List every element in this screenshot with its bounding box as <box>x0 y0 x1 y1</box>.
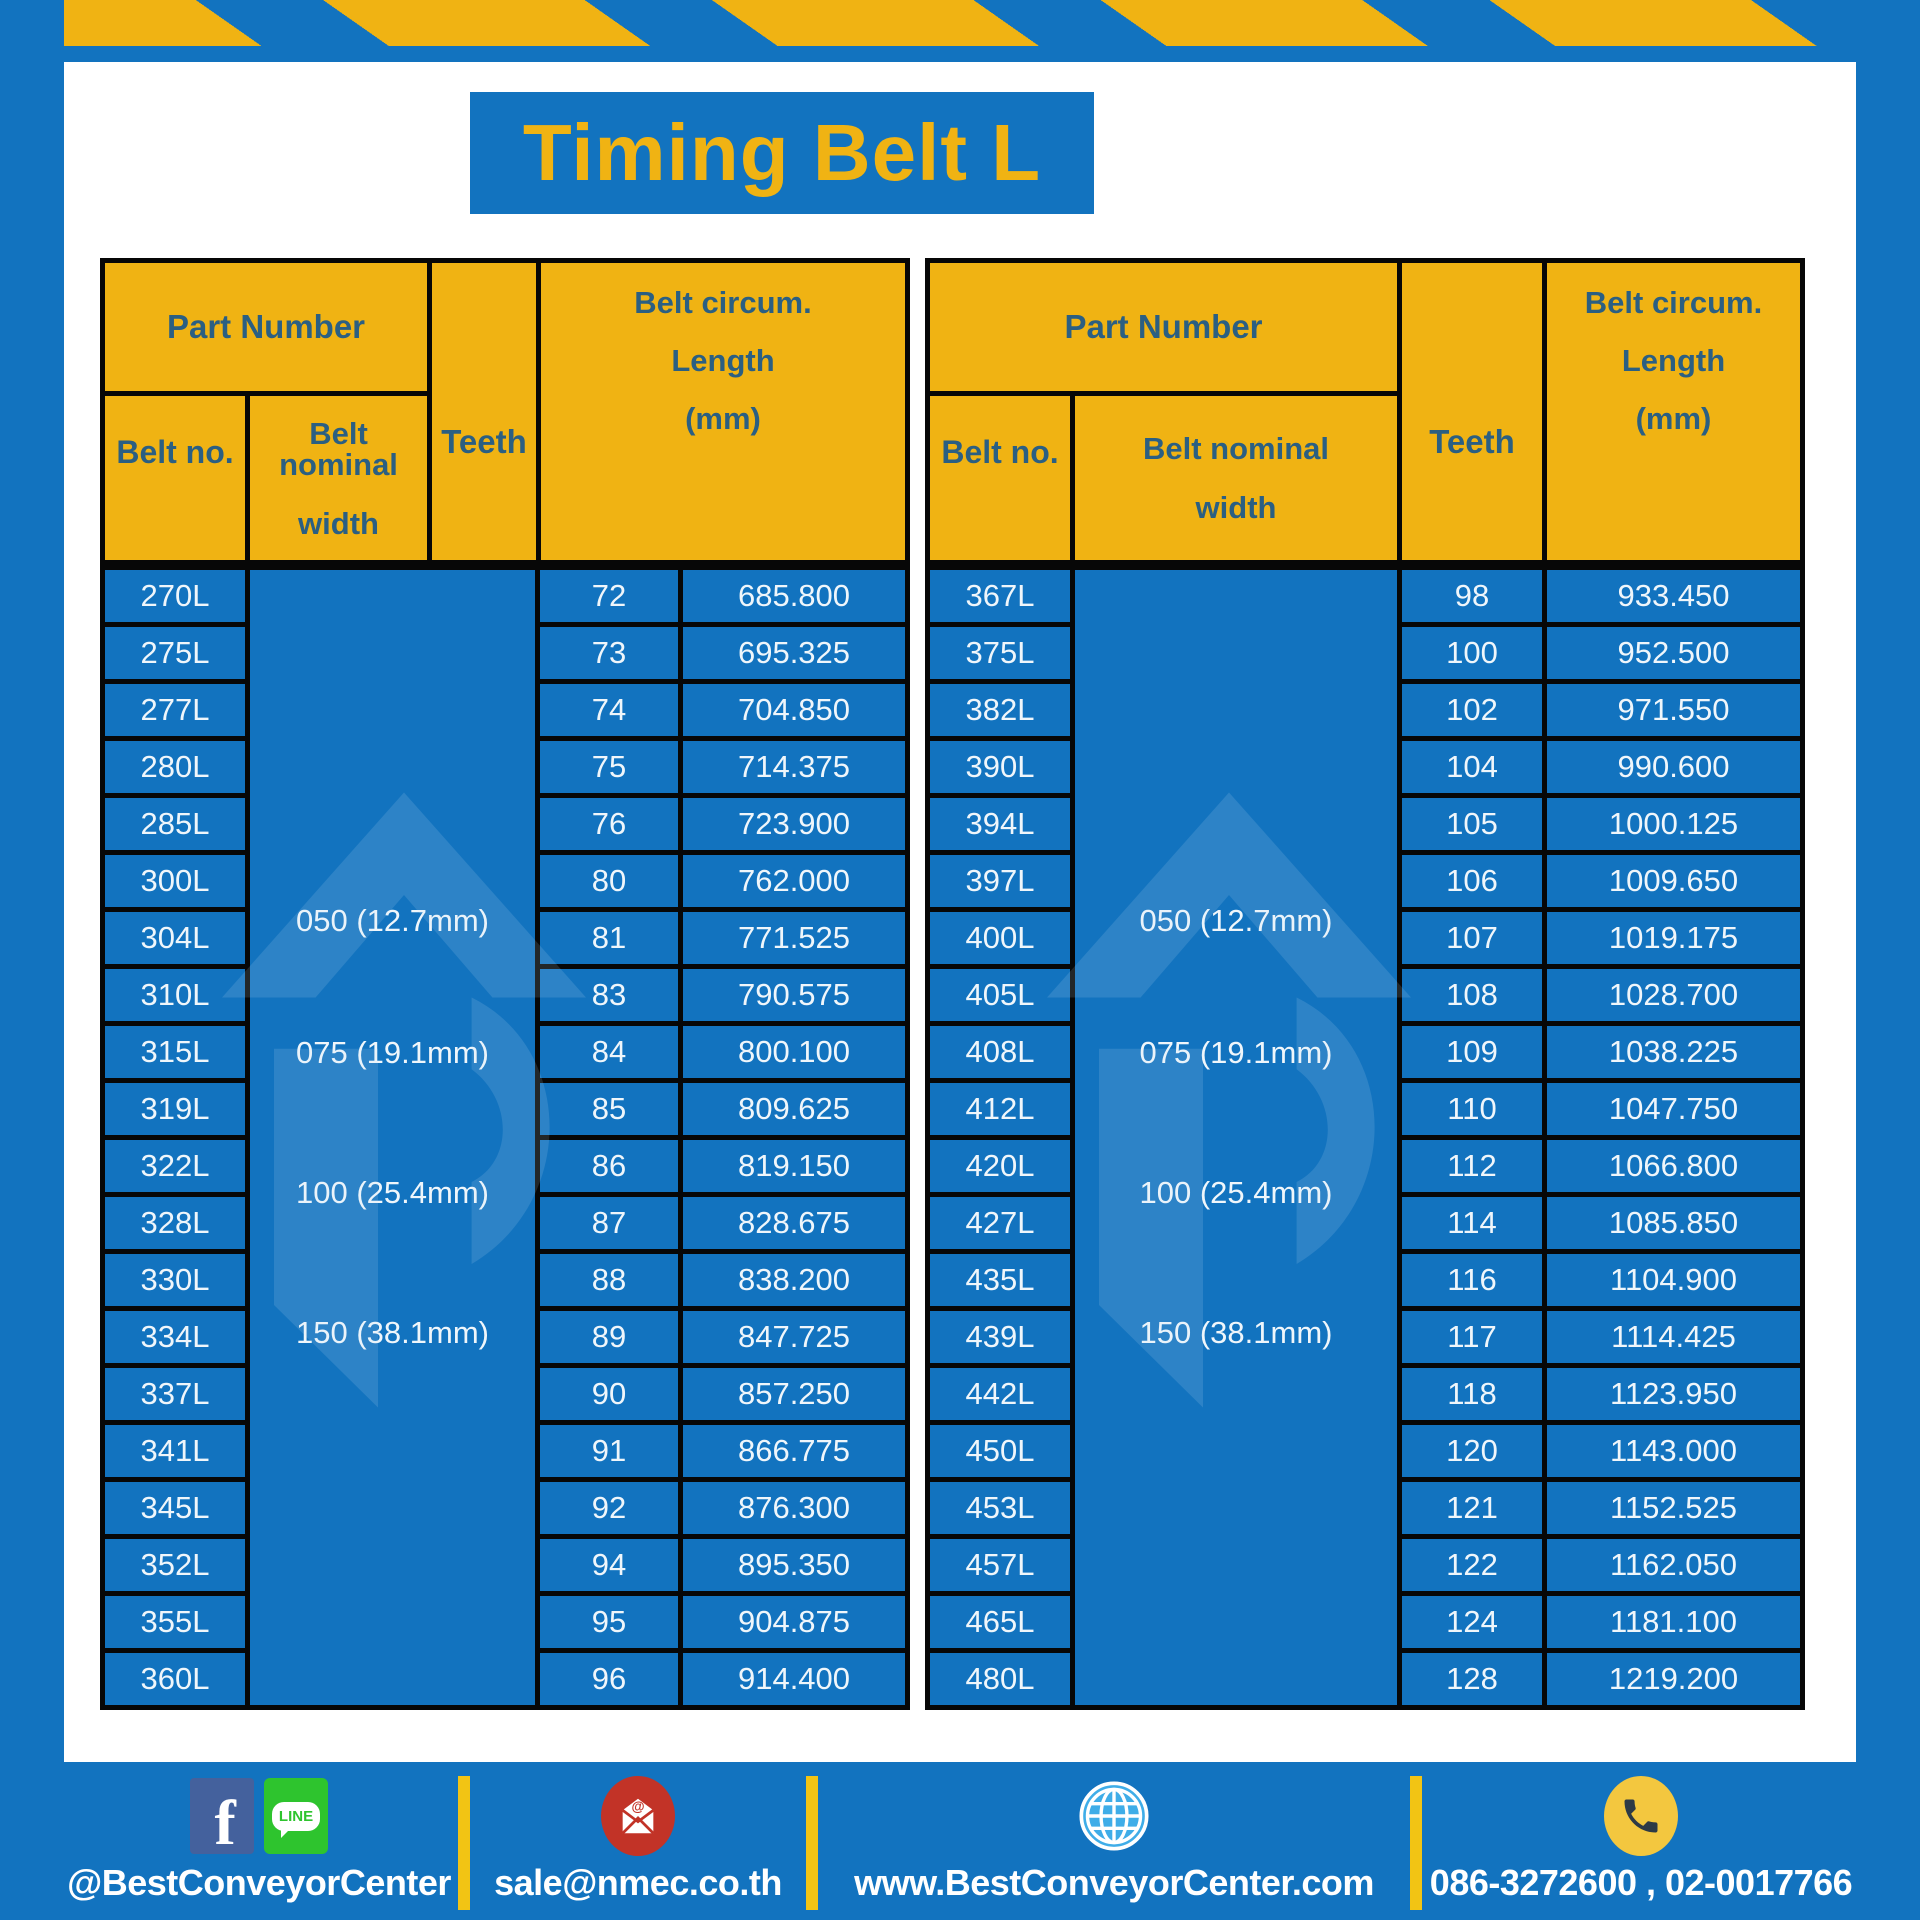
footer-phone-section <box>1422 1762 1860 1920</box>
teeth-cell: 87 <box>540 1197 678 1249</box>
belt-no-cell: 450L <box>930 1425 1070 1477</box>
length-cell: 790.575 <box>683 969 905 1021</box>
belt-no-cell: 275L <box>105 627 245 679</box>
belt-width-group-label: 100 (25.4mm) <box>1139 1175 1333 1210</box>
teeth-cell: 74 <box>540 684 678 736</box>
header-teeth: Teeth <box>432 263 536 560</box>
belt-width-group-label: 075 (19.1mm) <box>296 1035 489 1070</box>
belt-no-cell: 310L <box>105 969 245 1021</box>
belt-no-cell: 322L <box>105 1140 245 1192</box>
belt-no-cell: 285L <box>105 798 245 850</box>
belt-width-group-label: 050 (12.7mm) <box>1139 903 1333 938</box>
belt-no-cell: 400L <box>930 912 1070 964</box>
teeth-cell: 121 <box>1402 1482 1542 1534</box>
length-cell: 819.150 <box>683 1140 905 1192</box>
length-cell: 838.200 <box>683 1254 905 1306</box>
length-cell: 1143.000 <box>1547 1425 1800 1477</box>
belt-no-cell: 442L <box>930 1368 1070 1420</box>
globe-icon[interactable] <box>1077 1776 1151 1856</box>
length-cell: 990.600 <box>1547 741 1800 793</box>
timing-belt-table-left <box>100 258 910 1710</box>
teeth-cell: 118 <box>1402 1368 1542 1420</box>
length-cell: 1219.200 <box>1547 1653 1800 1705</box>
length-cell: 914.400 <box>683 1653 905 1705</box>
length-cell: 1028.700 <box>1547 969 1800 1021</box>
facebook-icon[interactable]: f <box>190 1778 254 1854</box>
length-cell: 1181.100 <box>1547 1596 1800 1648</box>
belt-no-cell: 367L <box>930 570 1070 622</box>
belt-no-cell: 480L <box>930 1653 1070 1705</box>
footer-email-section <box>470 1762 806 1920</box>
table-header <box>925 258 1805 565</box>
page-title: Timing Belt L <box>522 108 1042 197</box>
table-header <box>100 258 910 565</box>
belt-no-cell: 337L <box>105 1368 245 1420</box>
belt-width-group-label: 150 (38.1mm) <box>1139 1315 1333 1350</box>
teeth-cell: 92 <box>540 1482 678 1534</box>
header-belt-circum-length: Belt circum. Length (mm) <box>541 263 905 560</box>
belt-nominal-width-merged-cell <box>250 570 535 1705</box>
length-cell: 800.100 <box>683 1026 905 1078</box>
belt-no-cell: 390L <box>930 741 1070 793</box>
footer-divider <box>806 1776 818 1910</box>
line-bubble-icon: LINE <box>272 1802 320 1831</box>
footer-website-section <box>818 1762 1410 1920</box>
footer-social-section <box>60 1762 458 1920</box>
teeth-cell: 80 <box>540 855 678 907</box>
teeth-cell: 109 <box>1402 1026 1542 1078</box>
teeth-cell: 106 <box>1402 855 1542 907</box>
footer-divider <box>1410 1776 1422 1910</box>
belt-no-cell: 330L <box>105 1254 245 1306</box>
phone-numbers[interactable]: 086-3272600 , 02-0017766 <box>1429 1862 1853 1903</box>
length-cell: 876.300 <box>683 1482 905 1534</box>
belt-no-cell: 352L <box>105 1539 245 1591</box>
belt-width-group-label: 075 (19.1mm) <box>1139 1035 1333 1070</box>
teeth-cell: 96 <box>540 1653 678 1705</box>
teeth-cell: 90 <box>540 1368 678 1420</box>
length-cell: 857.250 <box>683 1368 905 1420</box>
belt-nominal-width-merged-cell <box>1075 570 1397 1705</box>
teeth-cell: 104 <box>1402 741 1542 793</box>
table-body <box>925 565 1805 1710</box>
belt-width-group-label: 150 (38.1mm) <box>296 1315 489 1350</box>
belt-no-cell: 270L <box>105 570 245 622</box>
header-part-number: Part Number <box>930 263 1397 391</box>
length-cell: 762.000 <box>683 855 905 907</box>
svg-text:@: @ <box>631 1799 645 1815</box>
length-cell: 704.850 <box>683 684 905 736</box>
length-cell: 1038.225 <box>1547 1026 1800 1078</box>
teeth-cell: 124 <box>1402 1596 1542 1648</box>
hazard-top-band <box>0 0 1920 62</box>
length-cell: 904.875 <box>683 1596 905 1648</box>
belt-no-cell: 439L <box>930 1311 1070 1363</box>
footer-divider <box>458 1776 470 1910</box>
length-cell: 723.900 <box>683 798 905 850</box>
teeth-cell: 120 <box>1402 1425 1542 1477</box>
belt-no-cell: 315L <box>105 1026 245 1078</box>
belt-no-cell: 345L <box>105 1482 245 1534</box>
belt-no-cell: 420L <box>930 1140 1070 1192</box>
email-icon[interactable] <box>601 1776 675 1856</box>
length-cell: 1000.125 <box>1547 798 1800 850</box>
length-cell: 695.325 <box>683 627 905 679</box>
belt-no-cell: 280L <box>105 741 245 793</box>
teeth-cell: 91 <box>540 1425 678 1477</box>
length-cell: 714.375 <box>683 741 905 793</box>
belt-width-group-label: 100 (25.4mm) <box>296 1175 489 1210</box>
header-belt-circum-length: Belt circum. Length (mm) <box>1547 263 1800 560</box>
length-cell: 1123.950 <box>1547 1368 1800 1420</box>
page-title-box <box>470 92 1094 214</box>
teeth-cell: 105 <box>1402 798 1542 850</box>
length-cell: 685.800 <box>683 570 905 622</box>
frame-right <box>1856 0 1920 1920</box>
teeth-cell: 75 <box>540 741 678 793</box>
length-cell: 1162.050 <box>1547 1539 1800 1591</box>
teeth-cell: 86 <box>540 1140 678 1192</box>
length-cell: 895.350 <box>683 1539 905 1591</box>
website-url[interactable]: www.BestConveyorCenter.com <box>854 1862 1374 1903</box>
teeth-cell: 108 <box>1402 969 1542 1021</box>
length-cell: 1114.425 <box>1547 1311 1800 1363</box>
length-cell: 1104.900 <box>1547 1254 1800 1306</box>
length-cell: 866.775 <box>683 1425 905 1477</box>
belt-no-cell: 300L <box>105 855 245 907</box>
belt-no-cell: 427L <box>930 1197 1070 1249</box>
line-app-icon[interactable] <box>264 1778 328 1854</box>
length-cell: 1085.850 <box>1547 1197 1800 1249</box>
belt-no-cell: 319L <box>105 1083 245 1135</box>
teeth-cell: 102 <box>1402 684 1542 736</box>
length-cell: 971.550 <box>1547 684 1800 736</box>
teeth-cell: 73 <box>540 627 678 679</box>
teeth-cell: 94 <box>540 1539 678 1591</box>
teeth-cell: 76 <box>540 798 678 850</box>
teeth-cell: 95 <box>540 1596 678 1648</box>
length-cell: 1019.175 <box>1547 912 1800 964</box>
teeth-cell: 72 <box>540 570 678 622</box>
belt-no-cell: 334L <box>105 1311 245 1363</box>
belt-no-cell: 304L <box>105 912 245 964</box>
length-cell: 1152.525 <box>1547 1482 1800 1534</box>
email-address[interactable]: sale@nmec.co.th <box>494 1862 782 1903</box>
table-body <box>100 565 910 1710</box>
belt-no-cell: 408L <box>930 1026 1070 1078</box>
belt-no-cell: 355L <box>105 1596 245 1648</box>
length-cell: 1047.750 <box>1547 1083 1800 1135</box>
belt-width-group-label: 050 (12.7mm) <box>296 903 489 938</box>
teeth-cell: 110 <box>1402 1083 1542 1135</box>
teeth-cell: 128 <box>1402 1653 1542 1705</box>
length-cell: 1066.800 <box>1547 1140 1800 1192</box>
belt-no-cell: 277L <box>105 684 245 736</box>
teeth-cell: 81 <box>540 912 678 964</box>
teeth-cell: 98 <box>1402 570 1542 622</box>
belt-no-cell: 435L <box>930 1254 1070 1306</box>
teeth-cell: 88 <box>540 1254 678 1306</box>
teeth-cell: 100 <box>1402 627 1542 679</box>
teeth-cell: 84 <box>540 1026 678 1078</box>
belt-no-cell: 382L <box>930 684 1070 736</box>
header-part-number: Part Number <box>105 263 427 391</box>
teeth-cell: 122 <box>1402 1539 1542 1591</box>
teeth-cell: 107 <box>1402 912 1542 964</box>
phone-icon[interactable] <box>1604 1776 1678 1856</box>
teeth-cell: 114 <box>1402 1197 1542 1249</box>
teeth-cell: 89 <box>540 1311 678 1363</box>
social-handle[interactable]: @BestConveyorCenter <box>67 1862 451 1903</box>
belt-no-cell: 341L <box>105 1425 245 1477</box>
belt-no-cell: 465L <box>930 1596 1070 1648</box>
length-cell: 771.525 <box>683 912 905 964</box>
header-belt-no: Belt no. <box>930 396 1070 560</box>
header-teeth: Teeth <box>1402 263 1542 560</box>
teeth-cell: 116 <box>1402 1254 1542 1306</box>
header-belt-nominal-width: Belt nominal width <box>250 396 427 560</box>
belt-no-cell: 405L <box>930 969 1070 1021</box>
belt-no-cell: 397L <box>930 855 1070 907</box>
header-belt-no: Belt no. <box>105 396 245 560</box>
belt-no-cell: 453L <box>930 1482 1070 1534</box>
teeth-cell: 83 <box>540 969 678 1021</box>
belt-no-cell: 412L <box>930 1083 1070 1135</box>
belt-no-cell: 360L <box>105 1653 245 1705</box>
length-cell: 809.625 <box>683 1083 905 1135</box>
length-cell: 847.725 <box>683 1311 905 1363</box>
length-cell: 1009.650 <box>1547 855 1800 907</box>
contact-footer <box>0 1762 1920 1920</box>
belt-no-cell: 394L <box>930 798 1070 850</box>
hazard-stripes-icon <box>0 0 1920 46</box>
belt-no-cell: 457L <box>930 1539 1070 1591</box>
header-belt-nominal-width: Belt nominal width <box>1075 396 1397 560</box>
length-cell: 828.675 <box>683 1197 905 1249</box>
teeth-cell: 112 <box>1402 1140 1542 1192</box>
teeth-cell: 85 <box>540 1083 678 1135</box>
timing-belt-table-right <box>925 258 1805 1710</box>
belt-no-cell: 328L <box>105 1197 245 1249</box>
belt-no-cell: 375L <box>930 627 1070 679</box>
teeth-cell: 117 <box>1402 1311 1542 1363</box>
frame-left <box>0 0 64 1920</box>
length-cell: 952.500 <box>1547 627 1800 679</box>
length-cell: 933.450 <box>1547 570 1800 622</box>
